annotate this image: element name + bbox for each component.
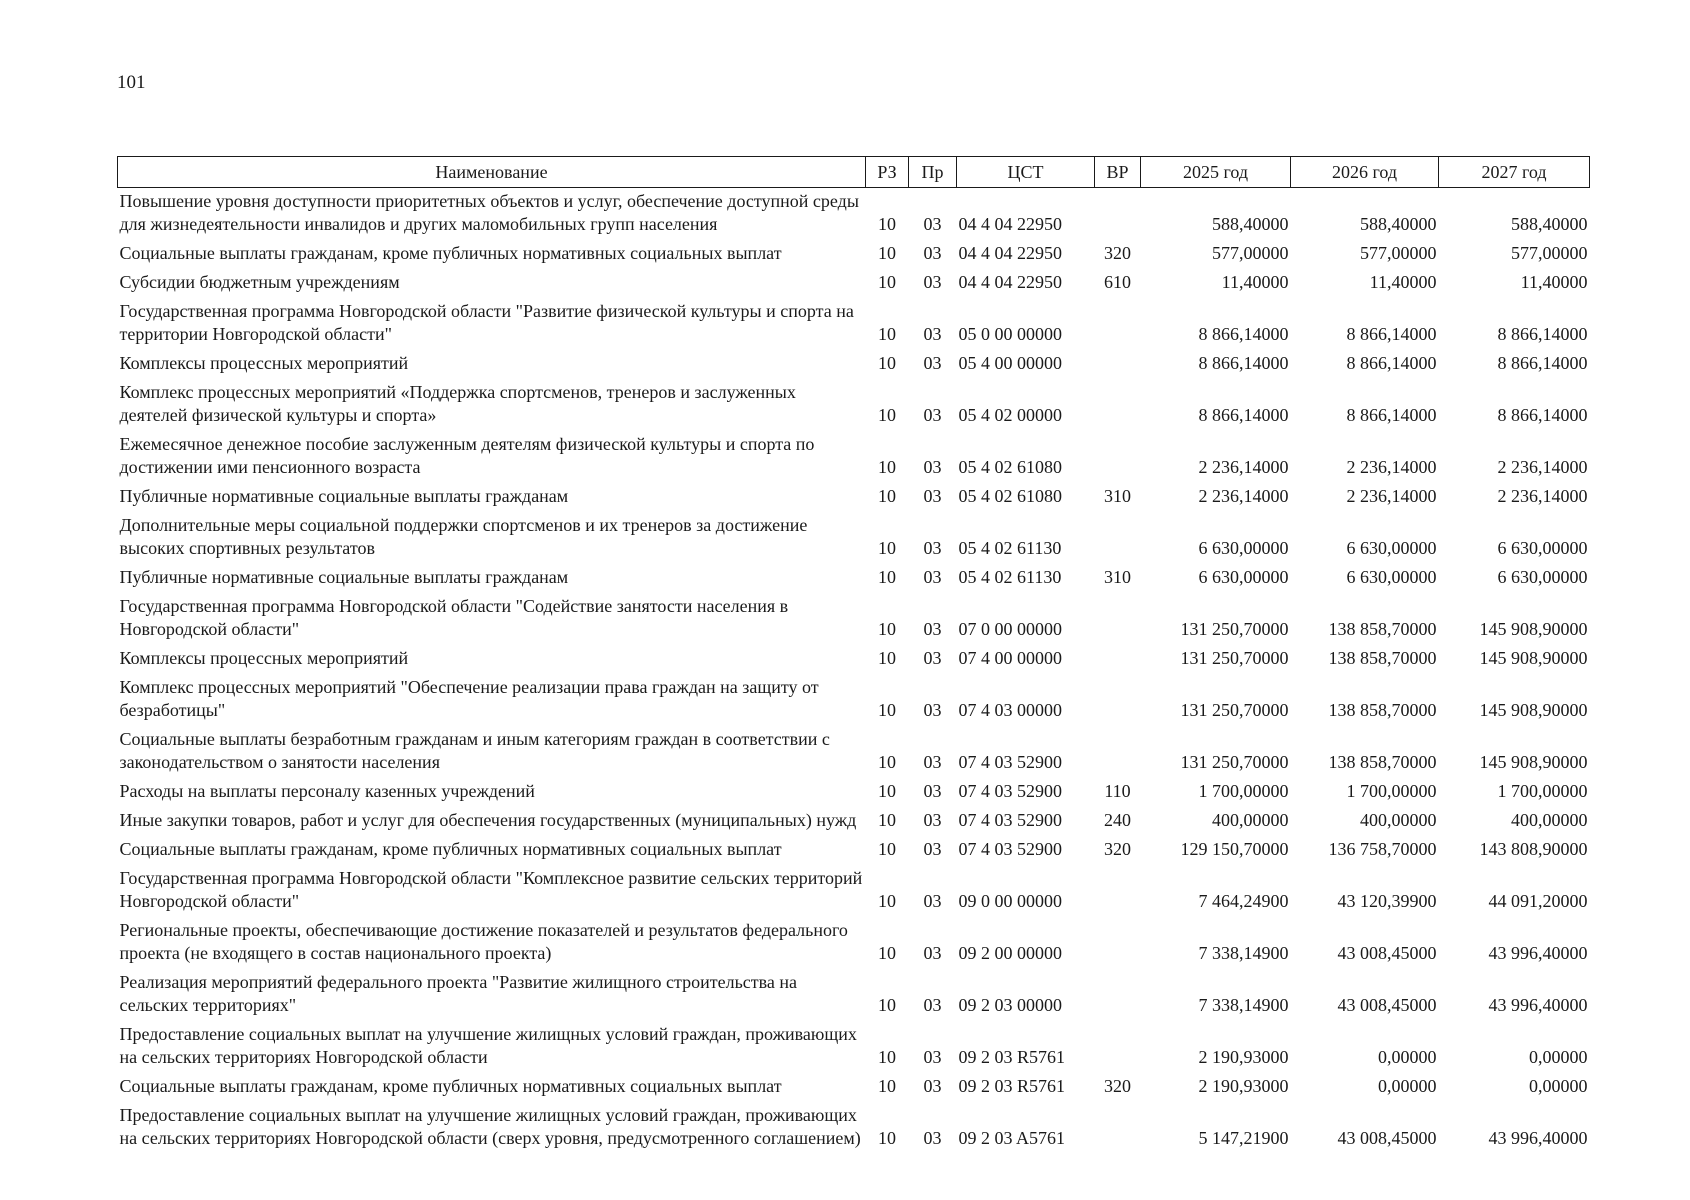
cell-name: Государственная программа Новгородской области "Содействие занятости населения в Новгородской области" [119,596,789,639]
table-row [118,242,1590,271]
cell-2026: 43 008,45000 [1337,943,1437,963]
cell-rz: 10 [878,995,896,1015]
cell-rz: 10 [878,781,896,801]
cell-2025: 8 866,14000 [1198,324,1289,344]
cell-name: Дополнительные меры социальной поддержки спортсменов и их тренеров за достижение высоких спортивных результатов [119,515,808,558]
cell-2025: 8 866,14000 [1198,353,1289,373]
cell-2025: 400,00000 [1212,810,1289,830]
table-row [118,867,1590,919]
cell-pr: 03 [923,353,942,373]
cell-2027: 11,40000 [1520,272,1588,292]
header-name: Наименование [118,157,866,188]
cell-rz: 10 [878,214,896,234]
cell-cst: 04 4 04 22950 [958,243,1062,263]
table-row [118,809,1590,838]
cell-cst: 05 4 02 00000 [958,405,1062,425]
cell-cst: 09 2 03 R5761 [958,1076,1066,1096]
cell-pr: 03 [923,457,942,477]
cell-rz: 10 [878,538,896,558]
cell-2025: 129 150,70000 [1180,839,1289,859]
cell-2027: 2 236,14000 [1497,486,1588,506]
cell-cst: 07 4 03 52900 [958,752,1062,772]
cell-2026: 138 858,70000 [1328,752,1437,772]
cell-name: Ежемесячное денежное пособие заслуженным деятелям физической культуры и спорта по достижении ими пенсионного возраста [119,434,815,477]
cell-2027: 145 908,90000 [1479,700,1588,720]
cell-name: Публичные нормативные социальные выплаты гражданам [119,567,569,587]
cell-cst: 05 0 00 00000 [958,324,1062,344]
table-row [118,188,1590,243]
cell-pr: 03 [923,943,942,963]
table-header [118,157,1590,188]
cell-cst: 04 4 04 22950 [958,214,1062,234]
cell-cst: 07 4 03 00000 [958,700,1062,720]
cell-rz: 10 [878,272,896,292]
cell-cst: 05 4 00 00000 [958,353,1062,373]
cell-2025: 2 236,14000 [1198,486,1289,506]
cell-2027: 143 808,90000 [1479,839,1588,859]
cell-vr: 320 [1104,243,1131,263]
header-row [118,157,1590,188]
cell-cst: 09 0 00 00000 [958,891,1062,911]
cell-pr: 03 [923,486,942,506]
cell-2027: 43 996,40000 [1488,1128,1588,1148]
cell-vr [1095,188,1141,243]
cell-vr: 310 [1104,567,1131,587]
cell-rz: 10 [878,700,896,720]
header-cst: ЦСТ [957,157,1095,188]
header-2025: 2025 год [1141,157,1291,188]
cell-vr: 110 [1104,781,1131,801]
table-row [118,566,1590,595]
cell-2027: 577,00000 [1511,243,1588,263]
cell-rz: 10 [878,619,896,639]
cell-2026: 8 866,14000 [1346,405,1437,425]
cell-2027: 145 908,90000 [1479,619,1588,639]
cell-vr: 310 [1104,486,1131,506]
cell-cst: 07 4 03 52900 [958,810,1062,830]
cell-2027: 2 236,14000 [1497,457,1588,477]
table-row [118,271,1590,300]
header-2026: 2026 год [1291,157,1439,188]
cell-2025: 5 147,21900 [1198,1128,1289,1148]
table-body [118,188,1590,1157]
cell-name: Социальные выплаты гражданам, кроме публичных нормативных социальных выплат [119,839,782,859]
cell-vr [1095,381,1141,433]
cell-pr: 03 [923,1047,942,1067]
cell-vr [1095,676,1141,728]
cell-pr: 03 [923,781,942,801]
cell-2026: 577,00000 [1360,243,1437,263]
cell-pr: 03 [923,1128,942,1148]
cell-pr: 03 [923,243,942,263]
cell-rz: 10 [878,891,896,911]
cell-2027: 0,00000 [1529,1076,1588,1096]
cell-2027: 145 908,90000 [1479,752,1588,772]
table-row [118,1075,1590,1104]
cell-name: Государственная программа Новгородской области "Комплексное развитие сельских территорий Новгородской области" [119,868,863,911]
cell-2027: 1 700,00000 [1497,781,1588,801]
budget-table [117,156,1590,1156]
cell-2027: 8 866,14000 [1497,353,1588,373]
cell-cst: 07 0 00 00000 [958,619,1062,639]
cell-2027: 6 630,00000 [1497,567,1588,587]
table-row [118,1023,1590,1075]
cell-vr [1095,433,1141,485]
header-vr: ВР [1095,157,1141,188]
table-row [118,919,1590,971]
cell-2025: 131 250,70000 [1180,752,1289,772]
cell-2026: 6 630,00000 [1346,538,1437,558]
cell-2025: 2 190,93000 [1198,1076,1289,1096]
cell-2025: 2 236,14000 [1198,457,1289,477]
cell-cst: 04 4 04 22950 [958,272,1062,292]
cell-2026: 8 866,14000 [1346,353,1437,373]
header-2027: 2027 год [1439,157,1590,188]
cell-name: Предоставление социальных выплат на улучшение жилищных условий граждан, проживающих на сельских территориях Новгородской области [119,1024,857,1067]
cell-rz: 10 [878,324,896,344]
cell-cst: 09 2 00 00000 [958,943,1062,963]
cell-cst: 05 4 02 61080 [958,486,1062,506]
cell-2025: 7 338,14900 [1198,995,1289,1015]
cell-pr: 03 [923,619,942,639]
cell-pr: 03 [923,648,942,668]
table-row [118,676,1590,728]
header-rz: РЗ [866,157,909,188]
cell-vr [1095,647,1141,676]
cell-name: Комплекс процессных мероприятий «Поддержка спортсменов, тренеров и заслуженных деятелей физической культуры и спорта» [119,382,796,425]
cell-2025: 8 866,14000 [1198,405,1289,425]
cell-pr: 03 [923,891,942,911]
cell-pr: 03 [923,995,942,1015]
cell-name: Государственная программа Новгородской области "Развитие физической культуры и спорта на территории Новгородской области" [119,301,854,344]
cell-vr: 320 [1104,1076,1131,1096]
cell-vr [1095,514,1141,566]
cell-2025: 577,00000 [1212,243,1289,263]
header-pr: Пр [909,157,957,188]
cell-2027: 43 996,40000 [1488,995,1588,1015]
cell-2026: 400,00000 [1360,810,1437,830]
cell-rz: 10 [878,457,896,477]
table-row [118,595,1590,647]
cell-vr [1095,867,1141,919]
cell-vr [1095,728,1141,780]
cell-vr: 610 [1104,272,1131,292]
cell-2025: 131 250,70000 [1180,700,1289,720]
cell-pr: 03 [923,324,942,344]
cell-cst: 05 4 02 61130 [958,567,1062,587]
cell-pr: 03 [923,752,942,772]
cell-pr: 03 [923,538,942,558]
cell-name: Субсидии бюджетным учреждениям [119,272,400,292]
cell-2025: 131 250,70000 [1180,648,1289,668]
cell-name: Реализация мероприятий федерального проекта "Развитие жилищного строительства на сельских территориях" [119,972,798,1015]
cell-name: Комплексы процессных мероприятий [119,353,409,373]
cell-rz: 10 [878,567,896,587]
cell-2026: 8 866,14000 [1346,324,1437,344]
cell-vr [1095,352,1141,381]
cell-2025: 6 630,00000 [1198,538,1289,558]
cell-pr: 03 [923,214,942,234]
cell-name: Социальные выплаты гражданам, кроме публичных нормативных социальных выплат [119,243,782,263]
table-row [118,838,1590,867]
cell-cst: 07 4 03 52900 [958,839,1062,859]
cell-2026: 2 236,14000 [1346,486,1437,506]
cell-2026: 0,00000 [1378,1047,1437,1067]
cell-name: Расходы на выплаты персоналу казенных учреждений [119,781,535,801]
table-row [118,433,1590,485]
cell-vr [1095,1023,1141,1075]
cell-pr: 03 [923,810,942,830]
cell-name: Публичные нормативные социальные выплаты гражданам [119,486,569,506]
table-row [118,485,1590,514]
cell-cst: 09 2 03 A5761 [958,1128,1066,1148]
table-row [118,728,1590,780]
table-row [118,647,1590,676]
cell-name: Региональные проекты, обеспечивающие достижение показателей и результатов федерального проекта (не входящего в состав национального проекта) [119,920,848,963]
table-row [118,300,1590,352]
cell-2027: 8 866,14000 [1497,324,1588,344]
cell-name: Иные закупки товаров, работ и услуг для обеспечения государственных (муниципальных) нужд [119,810,857,830]
cell-2025: 6 630,00000 [1198,567,1289,587]
cell-2026: 43 008,45000 [1337,995,1437,1015]
cell-rz: 10 [878,1128,896,1148]
cell-name: Социальные выплаты гражданам, кроме публичных нормативных социальных выплат [119,1076,782,1096]
cell-cst: 05 4 02 61080 [958,457,1062,477]
cell-2026: 136 758,70000 [1328,839,1437,859]
cell-rz: 10 [878,810,896,830]
cell-cst: 05 4 02 61130 [958,538,1062,558]
cell-pr: 03 [923,839,942,859]
cell-2026: 6 630,00000 [1346,567,1437,587]
cell-2025: 11,40000 [1221,272,1289,292]
cell-2027: 588,40000 [1511,214,1588,234]
cell-2027: 0,00000 [1529,1047,1588,1067]
table-row [118,1104,1590,1156]
cell-2026: 138 858,70000 [1328,648,1437,668]
cell-2027: 400,00000 [1511,810,1588,830]
cell-2026: 0,00000 [1378,1076,1437,1096]
cell-2025: 588,40000 [1212,214,1289,234]
cell-2026: 43 008,45000 [1337,1128,1437,1148]
page-number: 101 [117,72,146,93]
cell-2025: 131 250,70000 [1180,619,1289,639]
cell-cst: 09 2 03 R5761 [958,1047,1066,1067]
cell-vr [1095,971,1141,1023]
cell-pr: 03 [923,405,942,425]
cell-2026: 138 858,70000 [1328,619,1437,639]
cell-name: Социальные выплаты безработным гражданам и иным категориям граждан в соответствии с законодательством о занятости населения [119,729,830,772]
cell-2026: 43 120,39900 [1337,891,1437,911]
cell-vr [1095,595,1141,647]
cell-vr: 320 [1104,839,1131,859]
cell-rz: 10 [878,752,896,772]
cell-vr [1095,1104,1141,1156]
cell-rz: 10 [878,839,896,859]
cell-name: Предоставление социальных выплат на улучшение жилищных условий граждан, проживающих на сельских территориях Новгородской области (сверх уровня, предусмотренного соглашением) [119,1105,861,1148]
cell-rz: 10 [878,1076,896,1096]
cell-rz: 10 [878,486,896,506]
cell-vr [1095,919,1141,971]
cell-cst: 07 4 03 52900 [958,781,1062,801]
cell-2026: 11,40000 [1369,272,1437,292]
cell-2026: 588,40000 [1360,214,1437,234]
table-row [118,514,1590,566]
cell-rz: 10 [878,243,896,263]
cell-rz: 10 [878,1047,896,1067]
cell-pr: 03 [923,1076,942,1096]
cell-vr [1095,300,1141,352]
cell-2025: 7 338,14900 [1198,943,1289,963]
cell-2026: 1 700,00000 [1346,781,1437,801]
table-row [118,352,1590,381]
cell-2027: 44 091,20000 [1488,891,1588,911]
cell-2025: 7 464,24900 [1198,891,1289,911]
cell-2025: 1 700,00000 [1198,781,1289,801]
cell-name: Комплекс процессных мероприятий "Обеспечение реализации права граждан на защиту от безработицы" [119,677,819,720]
cell-pr: 03 [923,567,942,587]
cell-2026: 2 236,14000 [1346,457,1437,477]
cell-rz: 10 [878,648,896,668]
cell-cst: 09 2 03 00000 [958,995,1062,1015]
table-row [118,971,1590,1023]
cell-name: Повышение уровня доступности приоритетных объектов и услуг, обеспечение доступной среды для жизнедеятельности инвалидов и других маломобильных групп населения [119,191,859,234]
cell-2027: 43 996,40000 [1488,943,1588,963]
cell-rz: 10 [878,405,896,425]
cell-vr: 240 [1104,810,1131,830]
cell-cst: 07 4 00 00000 [958,648,1062,668]
cell-2027: 145 908,90000 [1479,648,1588,668]
table-row [118,381,1590,433]
table-row [118,780,1590,809]
cell-2025: 2 190,93000 [1198,1047,1289,1067]
cell-2027: 6 630,00000 [1497,538,1588,558]
cell-pr: 03 [923,272,942,292]
cell-2027: 8 866,14000 [1497,405,1588,425]
cell-rz: 10 [878,943,896,963]
cell-rz: 10 [878,353,896,373]
cell-pr: 03 [923,700,942,720]
cell-name: Комплексы процессных мероприятий [119,648,409,668]
cell-2026: 138 858,70000 [1328,700,1437,720]
